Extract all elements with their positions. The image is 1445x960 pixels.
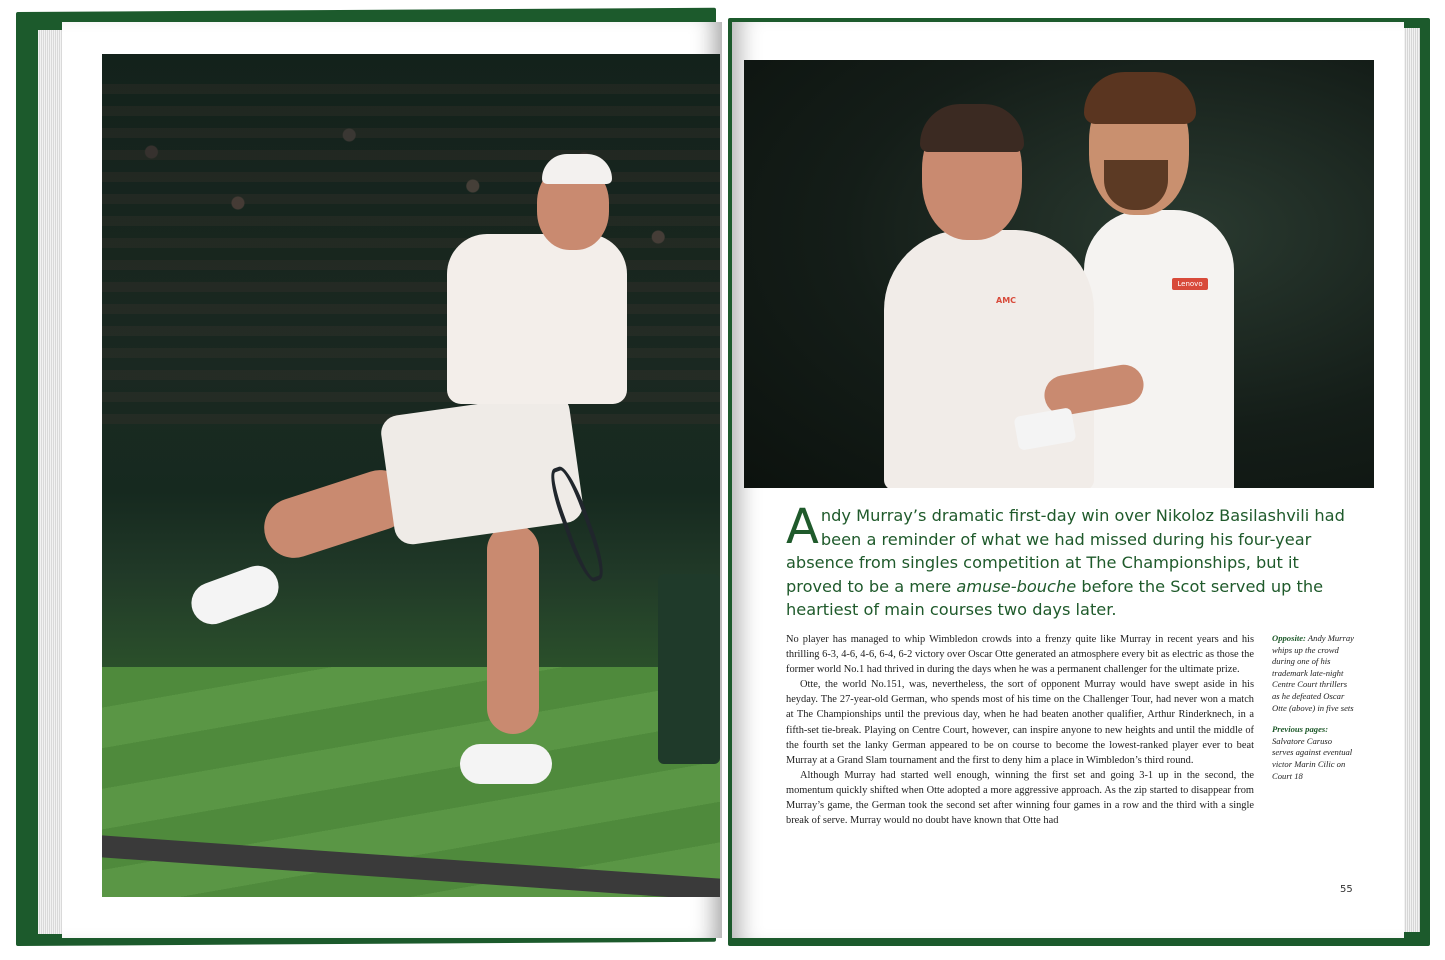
- crowd-background: [102, 84, 720, 424]
- body-paragraph: Otte, the world No.151, was, nevertheless, the sort of opponent Murray would have swept aside in his heyday. The 27-year-old German, who spends most of his time on the Challenger Tour, had never won a match at The Championships until the previous day, when he had beaten another qualifier, Arthur Rinderknech, in a fifth-set tie-break. Playing on Centre Court, however, can inspire anyone to new heights and until the middle of the fourth set the lanky German appeared to be on course to become the lowest-ranked player ever to beat Murray at a Grand Slam tournament and the first to deny him a place in Wimbledon’s third round.: [786, 679, 1254, 766]
- drop-cap: A: [786, 499, 819, 555]
- left-page: [62, 22, 722, 938]
- sponsor-logo: Lenovo: [1172, 278, 1208, 290]
- photo-players-embrace: [744, 60, 1374, 488]
- photo-murray-celebrating: [102, 54, 720, 897]
- lead-paragraph: [786, 499, 1354, 622]
- lead-emphasis: amuse-bouche: [956, 576, 1077, 596]
- caption-opposite: Opposite: Andy Murray whips up the crowd during one of his trademark late-night Centre Court thrillers as he defeated Oscar Otte (above) in five sets: [1272, 633, 1354, 713]
- caption-previous: Previous pages: Salvatore Caruso serves against eventual victor Marin Cilic on Court 18: [1272, 724, 1353, 781]
- right-page: [732, 22, 1404, 938]
- shirt-logo: AMC: [996, 296, 1017, 305]
- court-bin: [658, 574, 720, 764]
- lead-text-2: before the Scot served up the heartiest of main courses two days later.: [786, 576, 1324, 619]
- body-paragraph: No player has managed to whip Wimbledon crowds into a frenzy quite like Murray in recent years and his thrilling 6-3, 4-6, 4-6, 6-4, 6-2 victory over Oscar Otte generated an atmosphere every bit as electric as those the former world No.1 had thrived in during the days when he was a permanent challenger for the ultimate prize.: [786, 634, 1254, 676]
- lead-text-1: ndy Murray’s dramatic first-day win over Nikoloz Basilashvili had been a reminder of what we had missed during his four-year absence from singles competition at The Championships, but it proved to be a mere: [786, 506, 1345, 596]
- body-text: [786, 632, 1254, 828]
- page-number: 55: [1340, 884, 1353, 895]
- photo-captions: [1272, 633, 1354, 782]
- body-paragraph: Although Murray had started well enough, winning the first set and going 3-1 up in the second, the momentum quickly shifted when Otte adopted a more aggressive approach. As the zip started to disappear from Murray’s game, the German took the second set after winning four games in a row and the third with a single break of serve. Murray would no doubt have known that Otte had: [786, 769, 1254, 827]
